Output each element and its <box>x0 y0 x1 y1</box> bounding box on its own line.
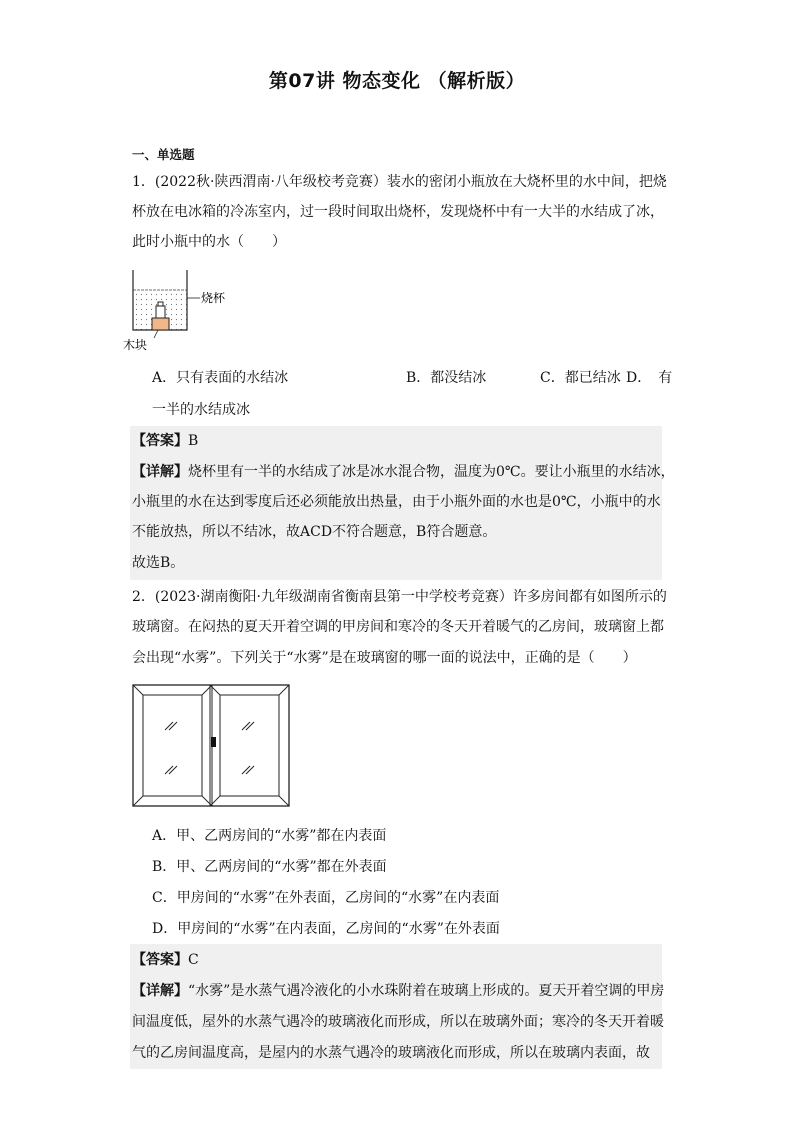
q2-detail-line-1: 【详解】“水雾”是水蒸气遇冷液化的小水珠附着在玻璃上形成的。夏天开着空调的甲房 <box>132 983 665 999</box>
q2-stem-line-3: 会出现“水雾”。下列关于“水雾”是在玻璃窗的哪一面的说法中，正确的是（ ） <box>132 650 637 666</box>
q1-stem-line-1: 1．(2022秋·陕西渭南·八年级校考竞赛）装水的密闭小瓶放在大烧杯里的水中间，把烧 <box>132 174 667 190</box>
q2-stem-line-2: 玻璃窗。在闷热的夏天开着空调的甲房间和寒冷的冬天开着暖气的乙房间，玻璃窗上都 <box>132 619 664 635</box>
q1-option-a: A．只有表面的水结冰 <box>152 370 289 386</box>
q2-stem-line-1: 2．(2023·湖南衡阳·九年级湖南省衡南县第一中学校考竞赛）许多房间都有如图所示的 <box>132 589 667 605</box>
q2-option-d: D．甲房间的“水雾”在内表面，乙房间的“水雾”在外表面 <box>152 921 500 937</box>
window-figure <box>132 684 292 810</box>
q1-option-d: D． 有 <box>626 370 673 386</box>
page-title: 第07讲 物态变化 （解析版） <box>268 70 526 92</box>
right-glass-pane <box>220 695 279 796</box>
beaker-figure <box>123 268 240 358</box>
window-latch <box>211 737 216 747</box>
q1-stem-line-3: 此时小瓶中的水（ ） <box>132 234 286 250</box>
q1-answer-value: B <box>188 433 199 449</box>
q1-answer <box>132 431 672 451</box>
q2-option-b: B．甲、乙两房间的“水雾”都在外表面 <box>152 859 387 875</box>
q1-detail-line-3: 不能放热，所以不结冰，故ACD不符合题意，B符合题意。 <box>132 524 497 540</box>
left-glass-pane <box>143 695 202 796</box>
section-heading: 一、单选题 <box>132 147 195 162</box>
beaker-label: 烧杯 <box>201 291 226 305</box>
q2-option-c: C．甲房间的“水雾”在外表面，乙房间的“水雾”在内表面 <box>152 890 500 906</box>
q1-detail-tag: 【详解】 <box>132 464 188 480</box>
wood-label: 木块 <box>123 338 148 352</box>
q2-option-a: A．甲、乙两房间的“水雾”都在内表面 <box>152 828 387 844</box>
q1-option-d-continued: 一半的水结成冰 <box>152 402 250 418</box>
q2-answer-value: C <box>188 952 199 968</box>
q2-answer-tag: 【答案】 <box>132 952 188 968</box>
q1-option-b: B．都没结冰 <box>406 370 487 386</box>
q1-detail-line-2: 小瓶里的水在达到零度后还必须能放出热量，由于小瓶外面的水也是0℃，小瓶中的水 <box>132 494 661 510</box>
q1-option-c: C．都已结冰 <box>540 370 621 386</box>
q1-detail-line-1: 【详解】烧杯里有一半的水结成了冰是冰水混合物，温度为0℃。要让小瓶里的水结冰， <box>132 464 675 480</box>
small-bottle <box>156 306 165 318</box>
q1-stem-line-2: 杯放在电冰箱的冷冻室内，过一段时间取出烧杯，发现烧杯中有一大半的水结成了冰， <box>132 204 664 220</box>
q2-detail-line-3: 气的乙房间温度高，是屋内的水蒸气遇冷的玻璃液化而形成，所以在玻璃内表面，故 <box>132 1045 650 1061</box>
q1-detail-line-4: 故选B。 <box>132 555 185 571</box>
q2-detail-tag: 【详解】 <box>132 983 188 999</box>
q1-answer-tag: 【答案】 <box>132 433 188 449</box>
q2-answer <box>132 950 672 970</box>
q2-detail-line-2: 间温度低，屋外的水蒸气遇冷的玻璃液化而形成，所以在玻璃外面；寒冷的冬天开着暖 <box>132 1014 664 1030</box>
wood-block <box>152 318 169 330</box>
